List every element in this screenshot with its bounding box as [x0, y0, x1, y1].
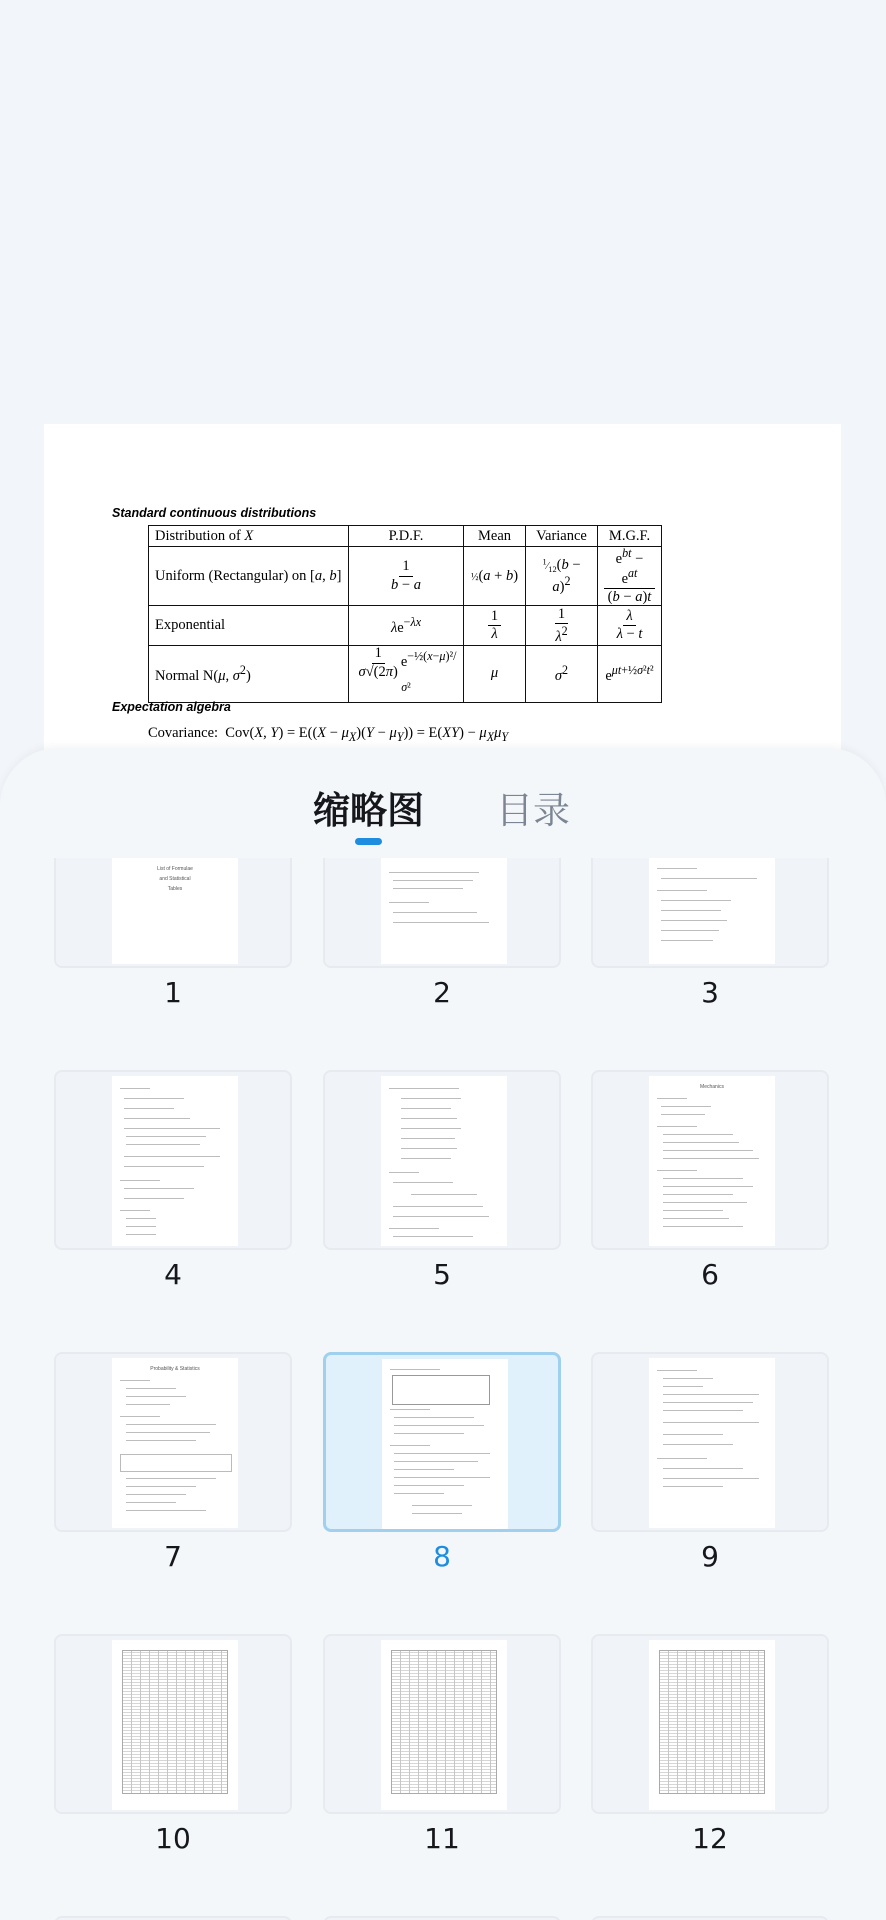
- page-number: 12: [692, 1822, 728, 1855]
- header-pdf: P.D.F.: [349, 526, 464, 547]
- tab-thumbnails[interactable]: 缩略图: [313, 789, 424, 832]
- thumbnail-grid[interactable]: [0, 858, 886, 1920]
- distributions-table: [148, 525, 662, 703]
- row-uniform-pdf: $\frac{1}{b - a}$: [349, 547, 464, 606]
- thumbnail-page-1[interactable]: [54, 858, 292, 968]
- section-title-expectation: Expectation algebra: [112, 700, 231, 714]
- page-number-selected: 8: [433, 1540, 451, 1573]
- active-tab-indicator: [355, 838, 382, 845]
- page1-title-line-1: List of Formulae: [157, 866, 193, 872]
- page-number: 5: [433, 1258, 451, 1291]
- thumbnail-page-15[interactable]: [591, 1916, 829, 1920]
- page-number: 2: [433, 976, 451, 1009]
- thumbnail-page-2[interactable]: [323, 858, 561, 968]
- thumbnail-page-9[interactable]: [591, 1352, 829, 1532]
- covariance-formula: Covariance: Cov(X, $Y) = E((X - \mu_X)(Y - \mu_Y)) = E(XY) - \mu_X\mu_Y$: [148, 725, 509, 744]
- thumbnail-page-8[interactable]: [323, 1352, 561, 1532]
- row-exponential-mgf: $\frac{\lambda}{\lambda - t}$: [598, 606, 662, 646]
- header-variance: Variance: [526, 526, 598, 547]
- page-number: 1: [164, 976, 182, 1009]
- thumbnail-page-11[interactable]: [323, 1634, 561, 1814]
- row-exponential-mean: $\frac{1}{\lambda}$: [464, 606, 526, 646]
- page7-title: Probability & Statistics: [150, 1366, 200, 1372]
- thumbnail-page-13[interactable]: [54, 1916, 292, 1920]
- page1-title-line-2: and Statistical: [159, 876, 191, 882]
- page-number: 9: [701, 1540, 719, 1573]
- thumbnail-page-6[interactable]: [591, 1070, 829, 1250]
- page6-title: Mechanics: [700, 1084, 724, 1090]
- row-normal-mgf: $e^{\mu t+\frac{1}{2}\sigma^2t^2}$: [598, 646, 662, 702]
- row-normal-name: Normal N(μ, $\sigma^2$): [149, 646, 349, 702]
- page-number: 6: [701, 1258, 719, 1291]
- row-uniform-name: Uniform (Rectangular) on [a, b]: [149, 547, 349, 606]
- page-number: 11: [424, 1822, 460, 1855]
- row-normal-pdf: $\frac{1}{\sigma√(2\pi)}$ $e^{-\frac{1}{2}(x-\mu)^2/\sigma^2}$: [349, 646, 464, 702]
- page-number: 10: [155, 1822, 191, 1855]
- header-mean: Mean: [464, 526, 526, 547]
- row-exponential-name: Exponential: [149, 606, 349, 646]
- page-number: 4: [164, 1258, 182, 1291]
- thumbnail-page-12[interactable]: [591, 1634, 829, 1814]
- row-uniform-variance: $^1⁄_{12}(b - a)^2$: [526, 547, 598, 606]
- thumbnail-page-5[interactable]: [323, 1070, 561, 1250]
- thumbnail-panel: [0, 748, 886, 1920]
- section-title-continuous: Standard continuous distributions: [112, 506, 317, 520]
- thumbnail-page-10[interactable]: [54, 1634, 292, 1814]
- document-page: [44, 424, 841, 764]
- header-distribution: Distribution of X: [149, 526, 349, 547]
- header-mgf: M.G.F.: [598, 526, 662, 547]
- page-number: 7: [164, 1540, 182, 1573]
- page-number: 3: [701, 976, 719, 1009]
- row-exponential-variance: $\frac{1}{\lambda^2}$: [526, 606, 598, 646]
- thumbnail-page-3[interactable]: [591, 858, 829, 968]
- thumbnail-page-7[interactable]: [54, 1352, 292, 1532]
- row-uniform-mgf: $\frac{e^{bt} - e^{at}}{(b - a)t}$: [598, 547, 662, 606]
- row-normal-variance: $\sigma^2$: [526, 646, 598, 702]
- tab-contents[interactable]: 目录: [496, 789, 570, 832]
- thumbnail-page-14[interactable]: [323, 1916, 561, 1920]
- thumbnail-page-4[interactable]: [54, 1070, 292, 1250]
- page1-title-line-3: Tables: [167, 886, 183, 892]
- row-normal-mean: μ: [464, 646, 526, 702]
- row-exponential-pdf: $\lambda e^{-\lambda x}$: [349, 606, 464, 646]
- row-uniform-mean: ½(a + b): [464, 547, 526, 606]
